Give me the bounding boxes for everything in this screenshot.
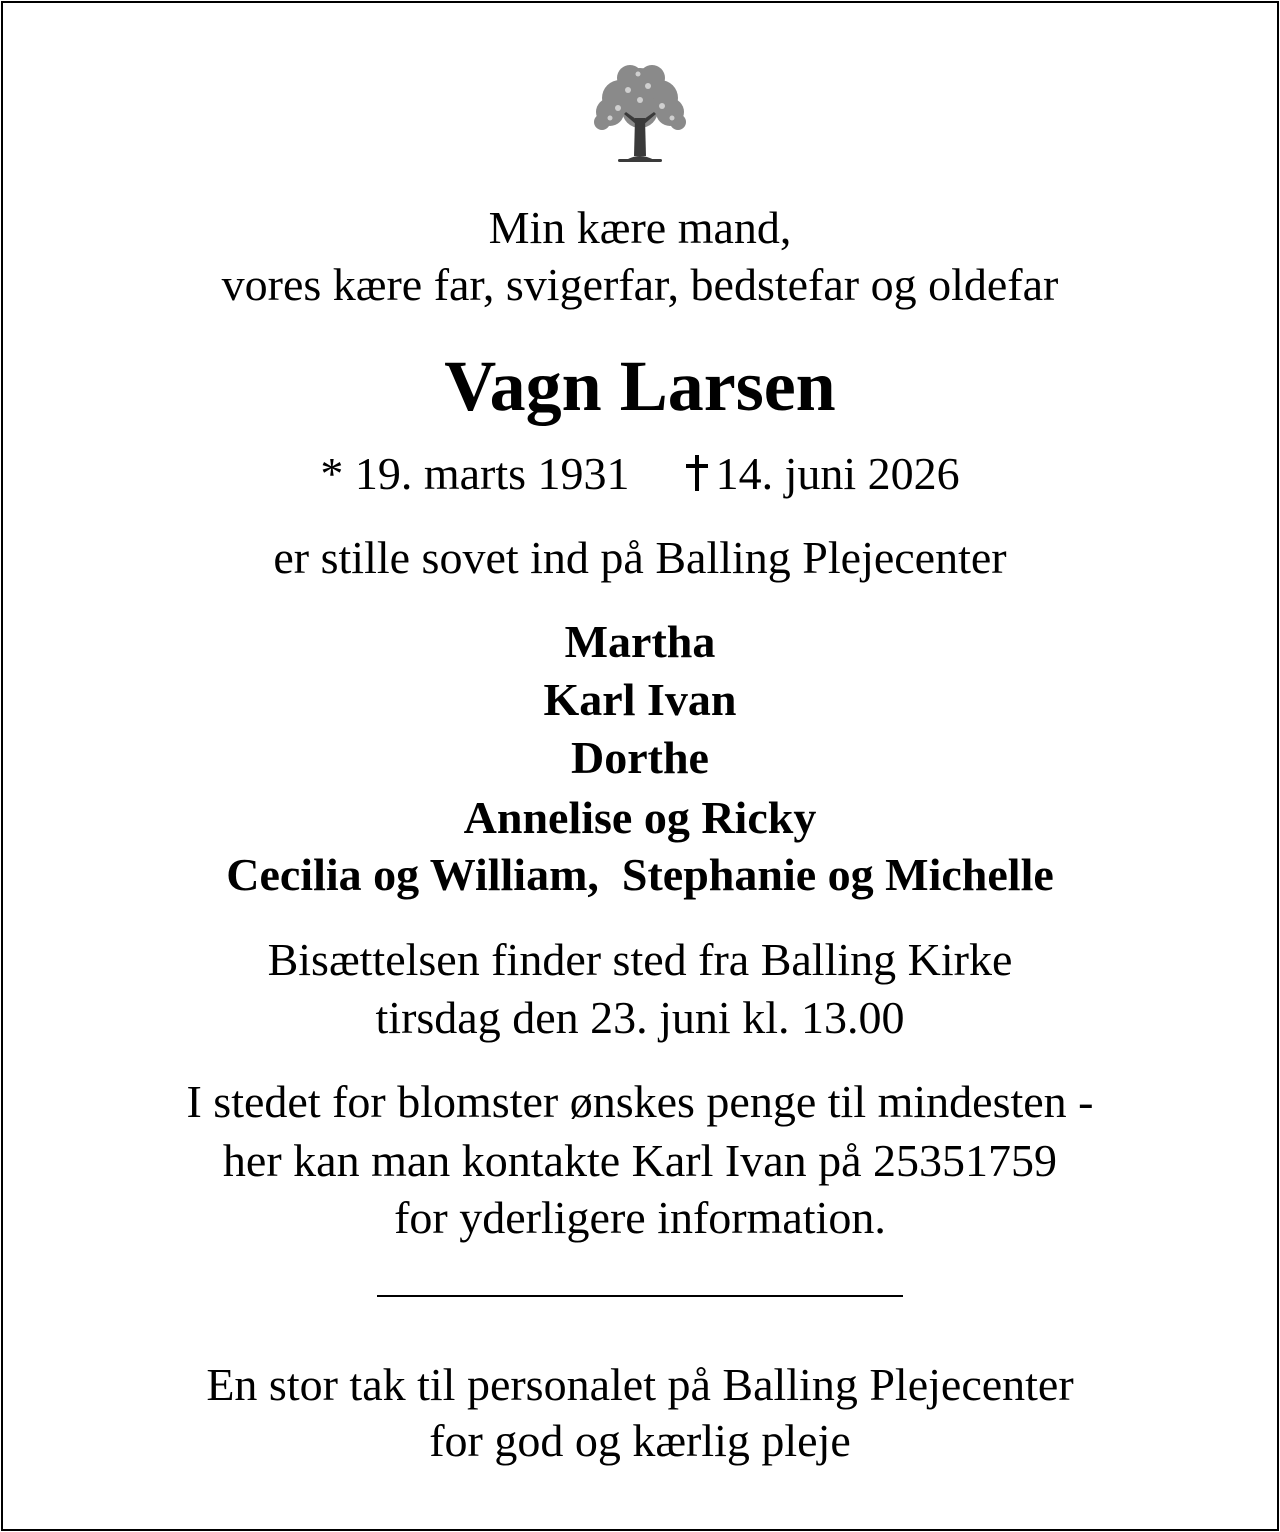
- died-date: 14. juni 2026: [715, 448, 960, 499]
- donation-line-3: for yderligere information.: [394, 1192, 886, 1243]
- life-dates: [0, 448, 1280, 499]
- intro-line-1: Min kære mand,: [488, 202, 792, 253]
- mourner-name: Annelise og Ricky: [463, 792, 817, 843]
- passing-text: er stille sovet ind på Balling Plejecenter: [273, 532, 1007, 583]
- thanks-line-1: En stor tak til personalet på Balling Plejecenter: [206, 1359, 1074, 1410]
- mourner-name: Cecilia og William, Stephanie og Michelle: [226, 849, 1054, 900]
- funeral-line-2: tirsdag den 23. juni kl. 13.00: [375, 992, 905, 1043]
- cross-icon: [686, 455, 708, 491]
- deceased-name: Vagn Larsen: [444, 346, 836, 426]
- mourner-name: Dorthe: [571, 732, 709, 783]
- tree-icon: [588, 60, 692, 170]
- mourner-name: Karl Ivan: [543, 674, 737, 725]
- funeral-line-1: Bisættelsen finder sted fra Balling Kirke: [267, 934, 1013, 985]
- born-symbol: *: [320, 448, 344, 499]
- mourner-name: Martha: [564, 616, 716, 667]
- divider-rule: [377, 1295, 903, 1297]
- donation-line-1: I stedet for blomster ønskes penge til mindesten -: [186, 1076, 1094, 1127]
- donation-line-2: her kan man kontakte Karl Ivan på 25351759: [222, 1135, 1058, 1186]
- thanks-line-2: for god og kærlig pleje: [429, 1415, 851, 1466]
- born-date: 19. marts 1931: [354, 448, 630, 499]
- intro-line-2: vores kære far, svigerfar, bedstefar og oldefar: [221, 259, 1059, 310]
